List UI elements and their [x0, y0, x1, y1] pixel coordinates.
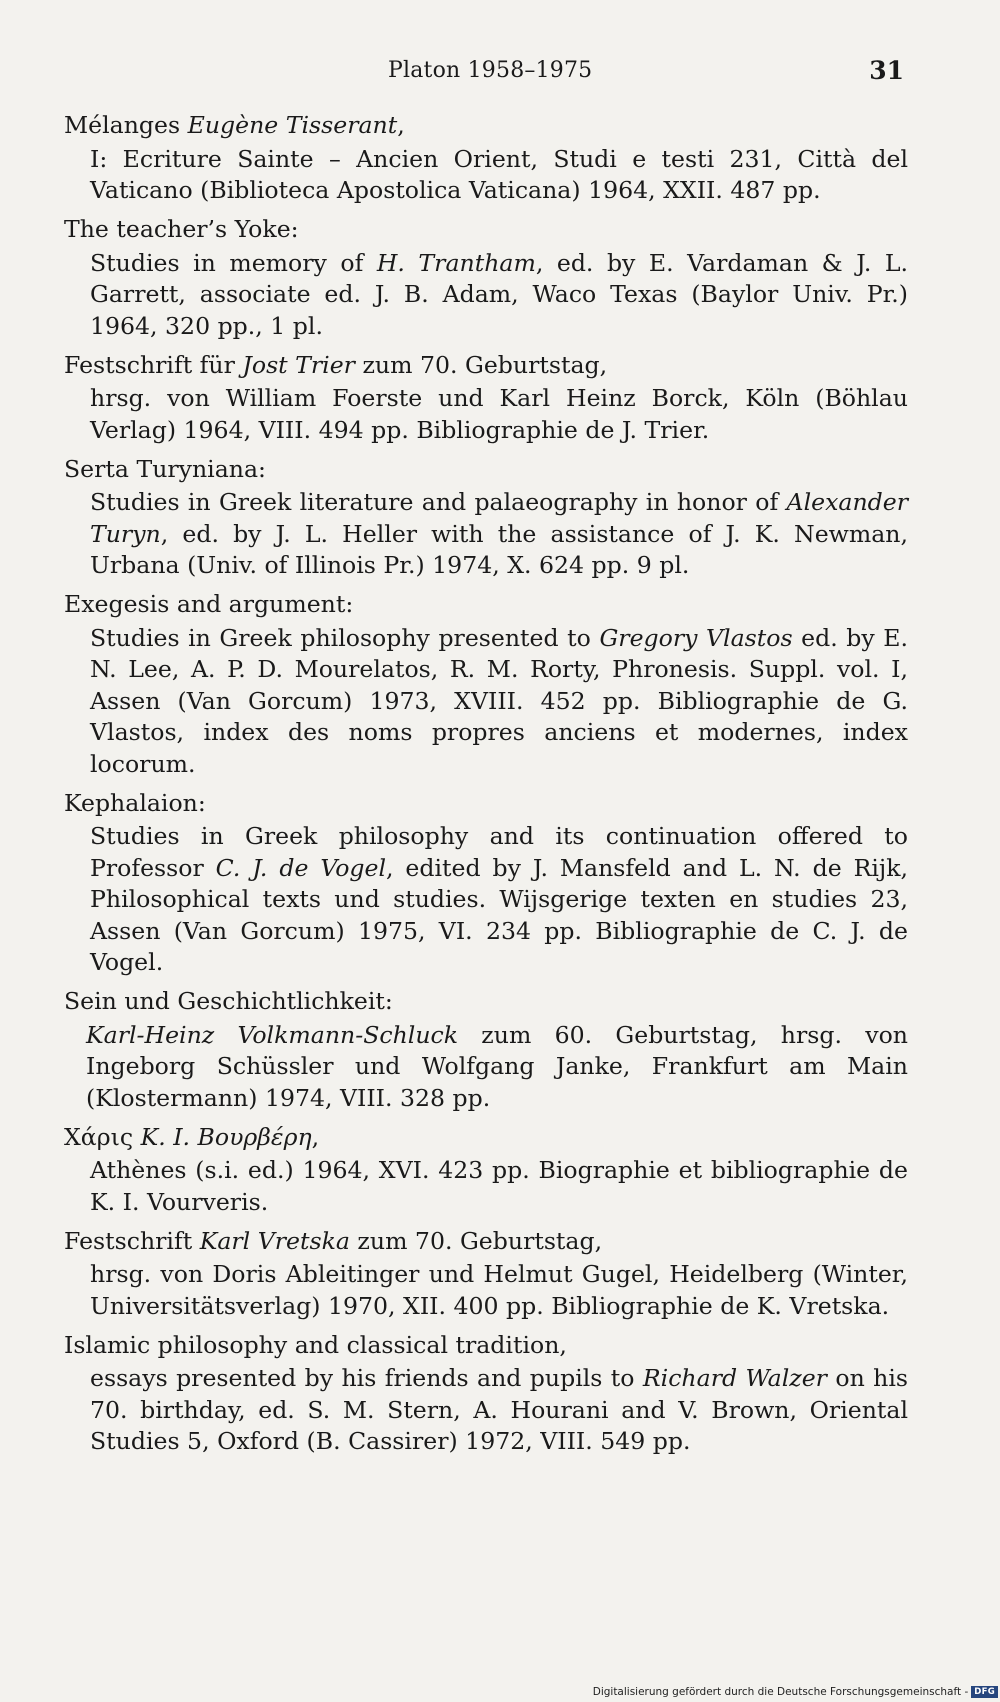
body-text: hrsg. von Doris Ableitinger und Helmut Gugel, Heidelberg (Winter, Universitätsverlag) 1970, XII. 400 pp. Bibliographie de K. Vretska. [90, 1260, 908, 1320]
title-italic: Karl Vretska [199, 1226, 350, 1255]
entry-body [90, 248, 908, 343]
title-text-end: zum 70. Geburtstag, [349, 1226, 603, 1255]
body-text: Studies in Greek philosophy presented to [90, 623, 600, 652]
title-text: The teacher’s Yoke: [64, 215, 299, 243]
bibliography-entry [64, 986, 908, 1114]
entry-body [90, 1363, 908, 1458]
title-text: Χάρις [64, 1122, 141, 1151]
bibliography-entry [64, 1330, 908, 1458]
running-title: Platon 1958–1975 [388, 58, 593, 83]
bibliography-entry [64, 110, 908, 207]
bibliography-entry [64, 350, 908, 447]
body-text-end: , ed. by E. Vardaman & J. L. Garrett, associate ed. J. B. Adam, Waco Texas (Baylor Univ. Pr.) 1964, 320 pp., 1 pl. [90, 248, 909, 340]
bibliography-list [64, 110, 908, 1465]
body-text-end: ed. by E. N. Lee, A. P. D. Mourelatos, R. M. Rorty, Phronesis. Suppl. vol. I, Assen (Van Gorcum) 1973, XVIII. 452 pp. Bibliographie de G. Vlastos, index des noms propres anciens et modernes, index locorum. [90, 623, 908, 778]
title-text: Festschrift für [64, 350, 243, 379]
body-text-end: zum 60. Geburtstag, hrsg. von Ingeborg Schüssler und Wolfgang Janke, Frankfurt am Main (Klostermann) 1974, VIII. 328 pp. [86, 1020, 908, 1112]
entry-body [90, 144, 908, 207]
entry-body [90, 383, 908, 446]
page-number: 31 [869, 56, 904, 85]
entry-title [64, 1122, 908, 1154]
entry-title [64, 589, 908, 621]
title-italic: Eugène Tisserant [187, 111, 398, 139]
bibliography-entry [64, 589, 908, 780]
title-text-end: , [397, 111, 405, 139]
title-text: Serta Turyniana: [64, 454, 267, 483]
body-italic: Karl-Heinz Volkmann-Schluck [86, 1020, 459, 1049]
title-italic: Κ. Ι. Βουρβέρη [140, 1122, 312, 1151]
dfg-logo: DFG [971, 1686, 998, 1698]
body-italic: H. Trantham [376, 248, 536, 277]
title-text: Sein und Geschichtlichkeit: [64, 987, 393, 1015]
title-text: Islamic philosophy and classical tradition, [64, 1330, 567, 1359]
body-text: essays presented by his friends and pupils to [90, 1364, 643, 1392]
title-text-end: zum 70. Geburtstag, [354, 350, 608, 379]
body-italic: C. J. de Vogel [215, 853, 387, 882]
title-italic: Jost Trier [242, 350, 355, 379]
entry-title [64, 1226, 908, 1258]
entry-title [64, 788, 908, 820]
title-text: Festschrift [64, 1226, 200, 1255]
entry-title [64, 1330, 908, 1362]
body-text: I: Ecriture Sainte – Ancien Orient, Studi e testi 231, Città del Vaticano (Biblioteca Apostolica Vaticana) 1964, XXII. 487 pp. [90, 144, 908, 204]
body-italic: Alexander Turyn [90, 488, 908, 548]
entry-body [90, 1155, 908, 1218]
body-italic: Gregory Vlastos [599, 623, 793, 652]
entry-title [64, 454, 908, 486]
title-text: Kephalaion: [64, 788, 206, 817]
bibliography-entry [64, 454, 908, 582]
entry-body [86, 1020, 908, 1115]
entry-title [64, 214, 908, 246]
body-text: Athènes (s.i. ed.) 1964, XVI. 423 pp. Biographie et bibliographie de K. I. Vourveris. [90, 1156, 908, 1216]
body-italic: Richard Walzer [642, 1364, 827, 1392]
entry-body [90, 1259, 908, 1322]
body-text: hrsg. von William Foerste und Karl Heinz Borck, Köln (Böhlau Verlag) 1964, VIII. 494 pp. Bibliographie de J. Trier. [90, 384, 908, 444]
bibliography-entry [64, 214, 908, 342]
bibliography-entry [64, 1226, 908, 1323]
bibliography-entry [64, 788, 908, 979]
entry-title [64, 350, 908, 382]
body-text-end: , ed. by J. L. Heller with the assistance of J. K. Newman, Urbana (Univ. of Illinois Pr.) 1974, X. 624 pp. 9 pl. [90, 519, 908, 579]
entry-body [90, 487, 908, 582]
footer-text: Digitalisierung gefördert durch die Deutsche Forschungsgemeinschaft - [592, 1686, 969, 1698]
running-head [0, 56, 1000, 90]
title-text-end: , [311, 1122, 320, 1151]
title-text: Exegesis and argument: [64, 590, 354, 618]
entry-body [90, 623, 908, 781]
digitization-footer [593, 1686, 998, 1698]
title-text: Mélanges [64, 111, 188, 139]
entry-body [90, 821, 908, 979]
body-text-end: , edited by J. Mansfeld and L. N. de Rijk, Philosophical texts und studies. Wijsgerige texten en studies 23, Assen (Van Gorcum) 1975, VI. 234 pp. Bibliographie de C. J. de Vogel. [90, 853, 908, 976]
body-text: Studies in memory of [90, 248, 377, 277]
bibliography-entry [64, 1122, 908, 1219]
entry-title [64, 110, 908, 142]
entry-title [64, 986, 908, 1018]
body-text: Studies in Greek philosophy and its continuation offered to Professor [90, 822, 908, 882]
body-text: Studies in Greek literature and palaeography in honor of [90, 488, 787, 516]
body-text-end: on his 70. birthday, ed. S. M. Stern, A. Hourani and V. Brown, Oriental Studies 5, Oxford (B. Cassirer) 1972, VIII. 549 pp. [90, 1364, 909, 1455]
